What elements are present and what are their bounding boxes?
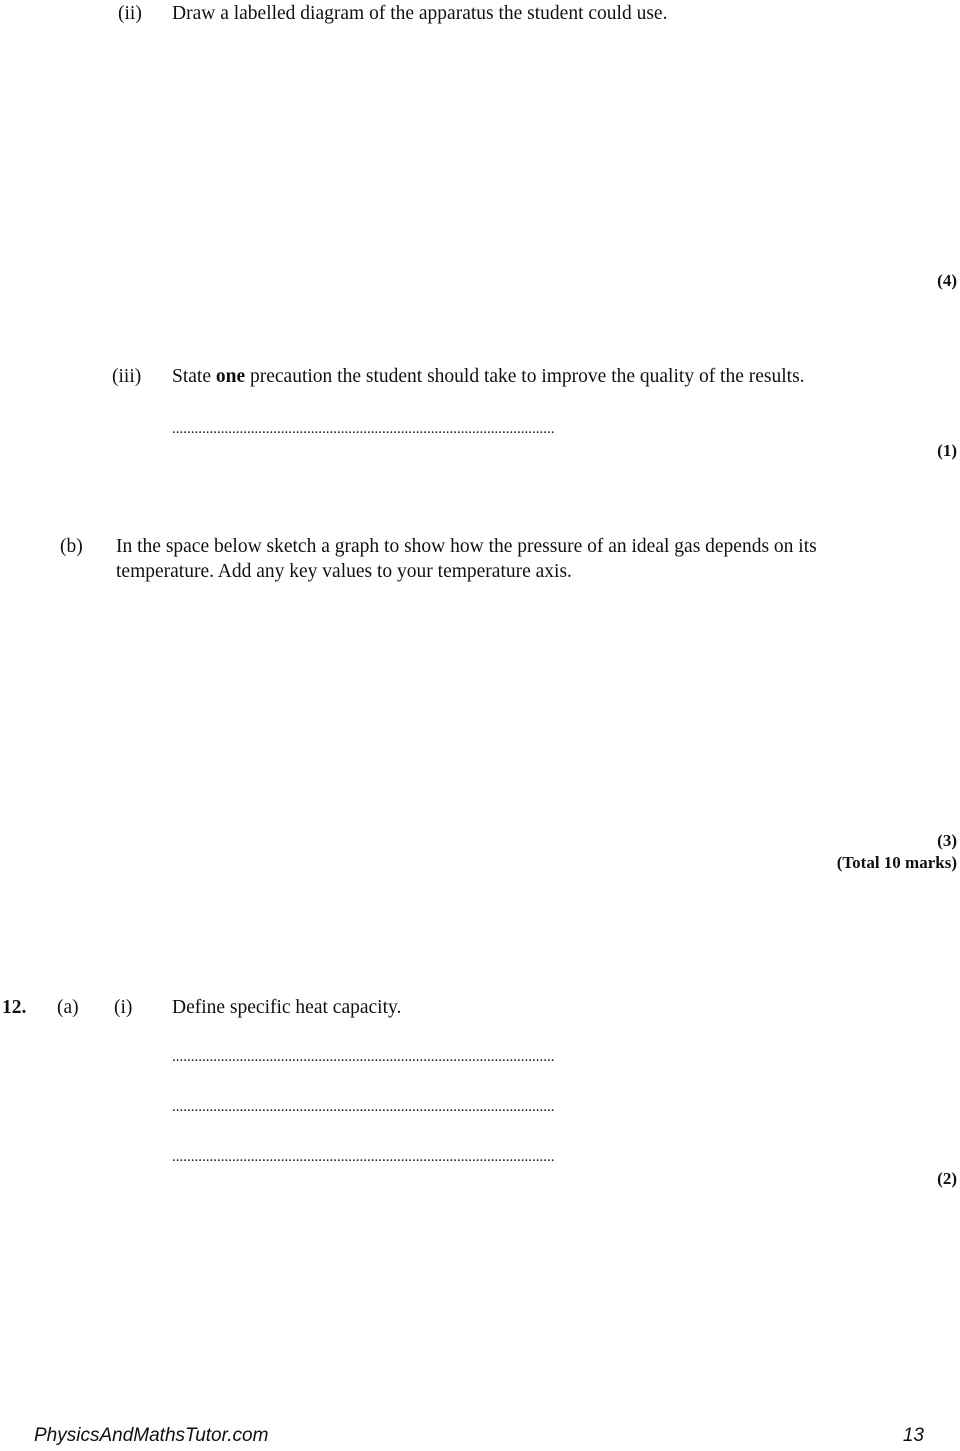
part-iii-text-start: State — [172, 366, 216, 387]
part-b-number: (b) — [60, 536, 83, 557]
part-iii-question-text — [172, 365, 805, 389]
part-ii-question-text: Draw a labelled diagram of the apparatus the student could use. — [172, 3, 668, 24]
answer-line-2[interactable]: ...................................................................................................... — [172, 1099, 555, 1115]
question-12-part-a: (a) — [57, 997, 79, 1018]
graph-sketch-space[interactable] — [116, 600, 896, 815]
part-b-question-line-1: In the space below sketch a graph to show how the pressure of an ideal gas depends on its — [116, 536, 817, 557]
part-iii-text-emphasis: one — [215, 366, 246, 387]
footer-site-name: PhysicsAndMathsTutor.com — [34, 1425, 269, 1446]
part-ii-marks: (4) — [937, 271, 957, 290]
part-iii-marks: (1) — [937, 441, 957, 460]
question-12-number: 12. — [2, 997, 27, 1018]
part-b-marks: (3) — [937, 831, 957, 850]
question-12-marks: (2) — [937, 1169, 957, 1188]
answer-line-3[interactable]: ...................................................................................................... — [172, 1149, 555, 1165]
part-iii-text-end: precaution the student should take to improve the quality of the results. — [245, 366, 805, 387]
part-iii-answer-line[interactable]: ...................................................................................................... — [172, 421, 555, 437]
part-ii-number: (ii) — [118, 3, 142, 24]
part-b-question-line-2: temperature. Add any key values to your temperature axis. — [116, 561, 572, 582]
footer-page-number: 13 — [902, 1425, 924, 1446]
question-12-text: Define specific heat capacity. — [172, 997, 402, 1018]
question-total-marks: (Total 10 marks) — [836, 853, 957, 872]
answer-line-1[interactable]: ...................................................................................................... — [172, 1049, 555, 1065]
part-iii-number: (iii) — [112, 366, 142, 387]
question-12-subpart-i: (i) — [114, 997, 133, 1018]
